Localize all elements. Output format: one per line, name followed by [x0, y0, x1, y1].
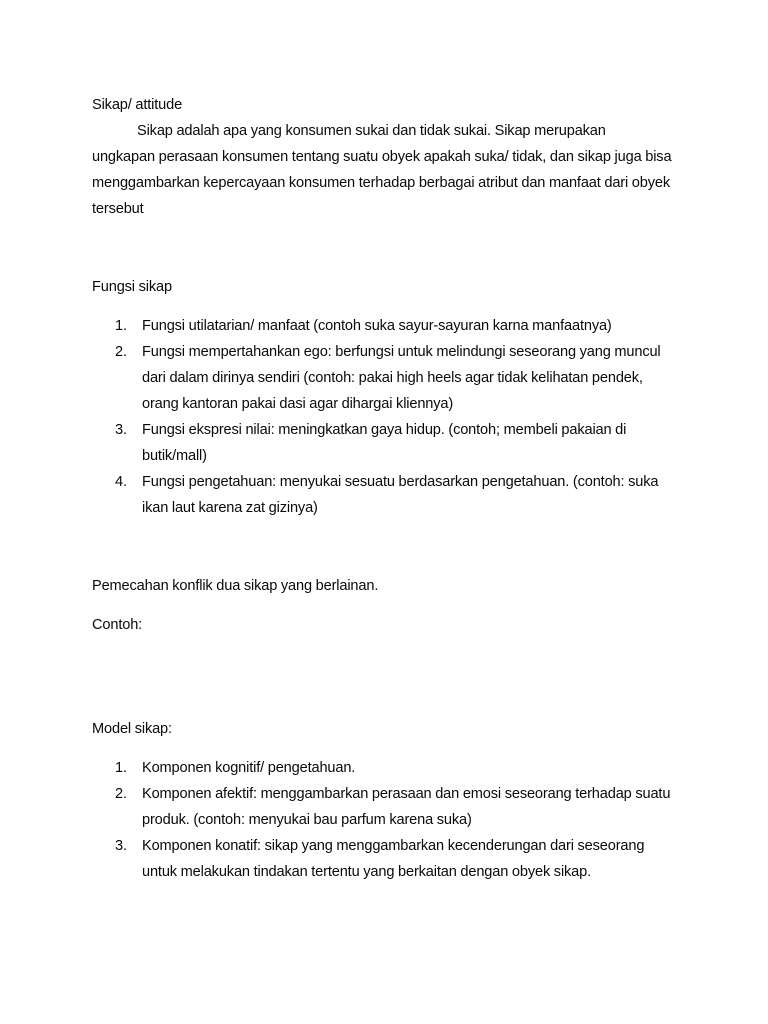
list-item: Komponen konatif: sikap yang menggambarkan kecenderungan dari seseorang untuk melakukan tindakan tertentu yang berkaitan dengan obyek sikap.	[142, 838, 645, 880]
model-sikap-list	[92, 755, 672, 885]
spacer-before-model	[92, 690, 672, 716]
heading-fungsi-sikap: Fungsi sikap	[92, 279, 172, 295]
spacer-before-list-two	[92, 742, 672, 755]
document-body	[92, 92, 672, 885]
heading-pemecahan-konflik: Pemecahan konflik dua sikap yang berlainan.	[92, 578, 379, 594]
list-item: Fungsi utilatarian/ manfaat (contoh suka sayur-sayuran karna manfaatnya)	[142, 318, 612, 334]
spacer-after-contoh	[92, 638, 672, 690]
list-item: Komponen afektif: menggambarkan perasaan dan emosi seseorang terhadap suatu produk. (contoh: menyukai bau parfum karena suka)	[142, 786, 671, 828]
list-item: Fungsi mempertahankan ego: berfungsi untuk melindungi seseorang yang muncul dari dalam dirinya sendiri (contoh: pakai high heels agar tidak kelihatan pendek, orang kantoran pakai dasi agar dihargai kliennya)	[142, 344, 661, 412]
label-contoh: Contoh:	[92, 617, 143, 633]
page-title: Sikap/ attitude	[92, 97, 183, 113]
fungsi-sikap-list	[92, 313, 672, 521]
list-item: Fungsi ekspresi nilai: meningkatkan gaya hidup. (contoh; membeli pakaian di butik/mall)	[142, 422, 627, 464]
list-item: Fungsi pengetahuan: menyukai sesuatu berdasarkan pengetahuan. (contoh: suka ikan laut karena zat gizinya)	[142, 474, 659, 516]
spacer-after-intro	[92, 222, 672, 274]
heading-model-sikap: Model sikap:	[92, 721, 172, 737]
spacer-before-contoh	[92, 599, 672, 612]
intro-paragraph: Sikap adalah apa yang konsumen sukai dan tidak sukai. Sikap merupakan ungkapan perasaan konsumen tentang suatu obyek apakah suka/ tidak, dan sikap juga bisa menggambarkan kepercayaan konsumen terhadap berbagai atribut dan manfaat dari obyek tersebut	[92, 123, 672, 217]
spacer-before-list-one	[92, 300, 672, 313]
list-item: Komponen kognitif/ pengetahuan.	[142, 760, 356, 776]
spacer-after-list-one	[92, 521, 672, 573]
